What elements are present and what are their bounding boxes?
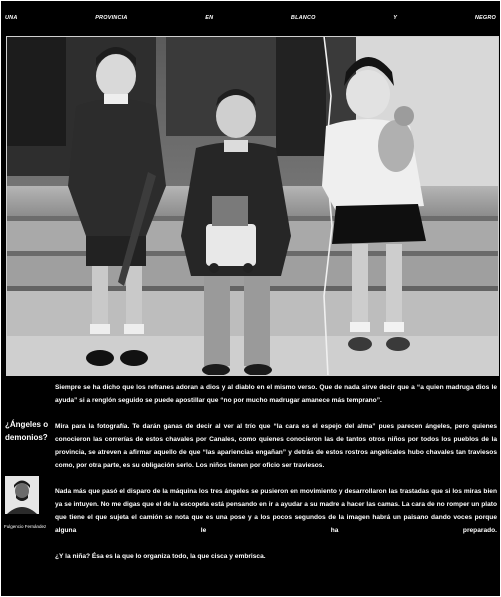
header-word-y: Y — [393, 15, 398, 21]
header-word-negro: NEGRO — [474, 15, 496, 21]
article-body — [55, 381, 497, 563]
header-word-provincia: PROVINCIA — [95, 15, 128, 21]
author-name: Fulgencio Fernández — [4, 524, 47, 529]
header-word-una: UNA — [5, 15, 18, 21]
vintage-photo-three-children-icon — [6, 36, 499, 376]
sidebar — [1, 377, 53, 596]
article-paragraph-4: ¿Y la niña? Ésa es la que lo organiza todo, la que cisca y embrisca. — [55, 553, 266, 560]
page-frame — [1, 1, 500, 596]
article-paragraph-1: Siempre se ha dicho que los refranes adoran a dios y al diablo en el mismo verso. Que de nada sirve decir que a “a quien madruga dios le ayuda” si a renglón seguido se puede apostillar que “no por mucho madrugar amanece más temprano”. — [55, 384, 497, 404]
header-word-blanco: BLANCO — [290, 15, 316, 21]
author-avatar — [5, 476, 39, 514]
main-photo — [6, 36, 499, 376]
header-banner — [1, 1, 500, 35]
article-paragraph-2: Mira para la fotografía. Te darán ganas de decir al ver al trío que “la cara es el espejo del alma” pues parecen ángeles, pero quienes conocieron las correrías de estos chavales por Canales, como quienes conocieron las de tantos otros niños por todos los pueblos de la provincia, se atreven a afirmar aquello de que “las apariencias engañan” y detrás de estos rostros angelicales hubo chavales tan traviesos como, por otra parte, es su obligación serlo. Los niños tienen por oficio ser traviesos. — [55, 423, 497, 469]
sidebar-title: ¿Ángeles o demonios? — [5, 420, 49, 442]
header-word-en: EN — [205, 15, 214, 21]
article-paragraph-3: Nada más que pasó el disparo de la máquina los tres ángeles se pusieron en movimiento y desarrollaron las trastadas que si los miras bien ya se intuyen. No me digas que el de la escopeta está pensando en ir a ayudar a su madre a hacer las camas. La cara de no romper un plato que tiene el que sujeta el camión se nota que es una pose y a los pocos segundos de la imagen habrá un paisano dando voces porque alguna le ha preparado. — [55, 488, 497, 534]
author-portrait-icon — [5, 476, 39, 514]
